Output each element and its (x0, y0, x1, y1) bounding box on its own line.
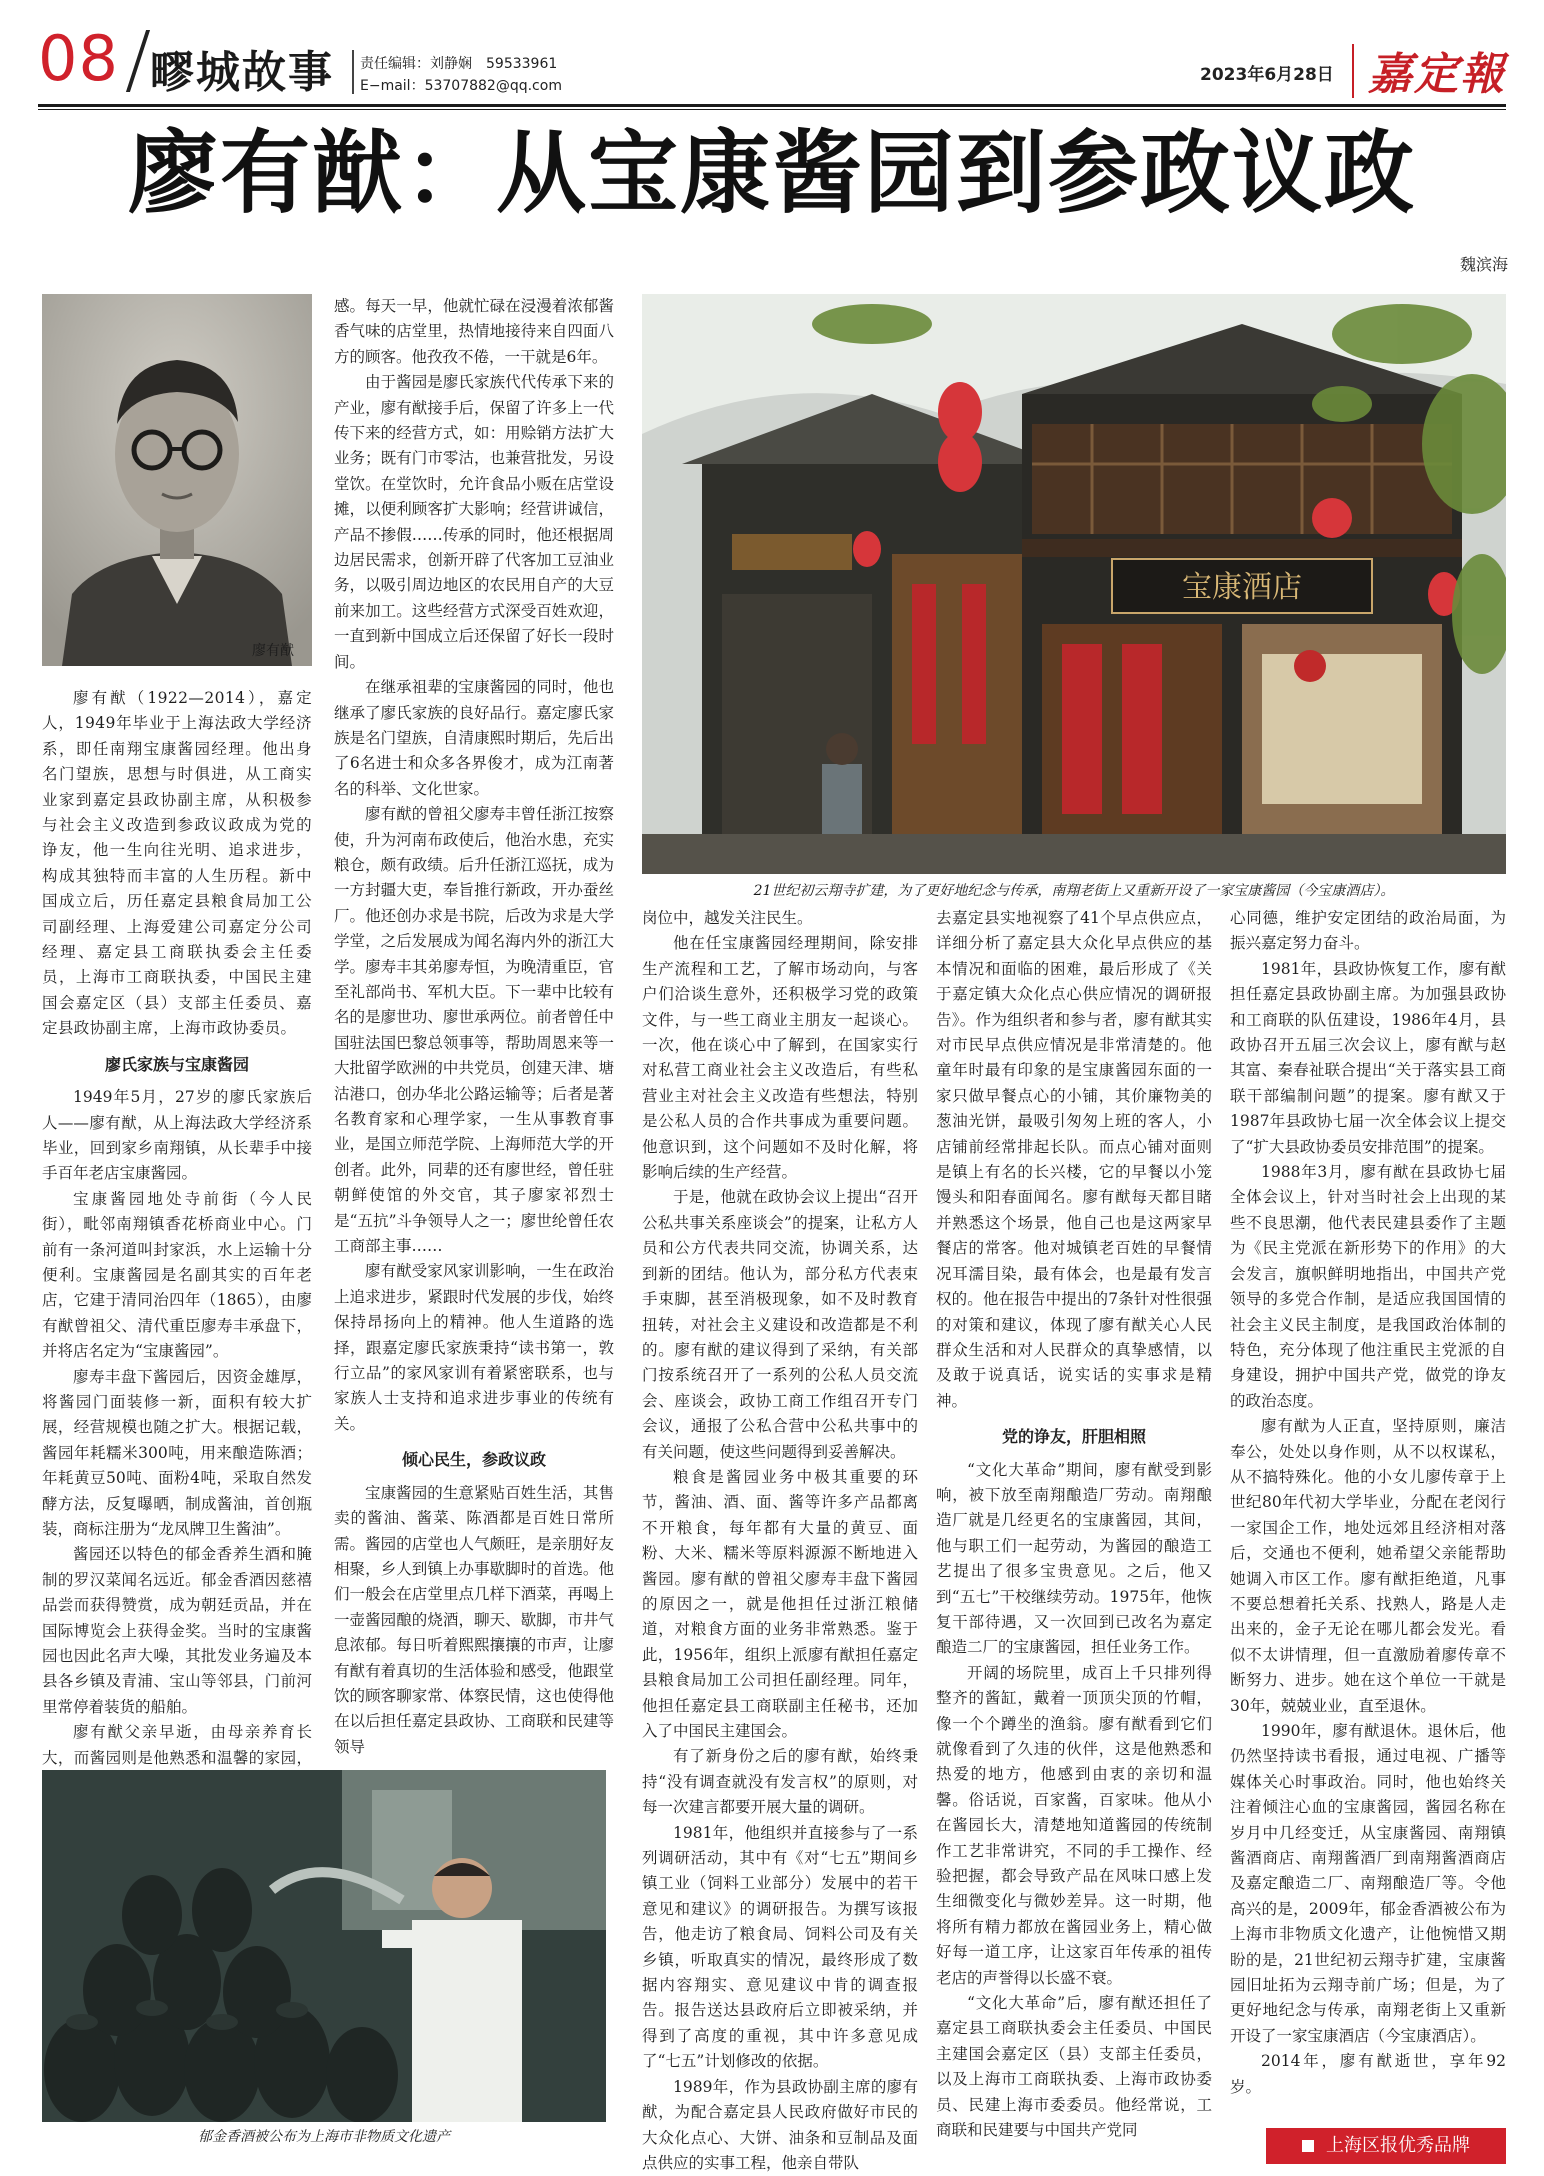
article-paragraph: 酱园还以特色的郁金香养生酒和腌制的罗汉菜闻名远近。郁金香酒因慈禧品尝而获得赞赏，成为朝廷贡品，并在国际博览会上获得金奖。当时的宝康酱园也因此名声大噪，其批发业务遍及本县各乡镇及青浦、宝山等邻县，门前河里常停着装货的船舶。 (42, 1545, 312, 1716)
column-2-body (334, 294, 614, 1760)
article-paragraph: 廖有猷的曾祖父廖寿丰曾任浙江按察使，升为河南布政使后，他治水患，充实粮仓，颇有政绩。后升任浙江巡抚，成为一方封疆大吏，奉旨推行新政，开办蚕丝厂。他还创办求是书院，后改为求是大学学堂，之后发展成为闻名海内外的浙江大学。廖寿丰其弟廖寿恒，为晚清重臣，官至礼部尚书、军机大臣。下一辈中比较有名的是廖世功、廖世承两位。前者曾任中国驻法国巴黎总领事等，帮助周恩来等一大批留学欧洲的中共党员，创建天津、塘沽港口，创办华北公路运输等；后者是著名教育家和心理学家，一生从事教育事业，是国立师范学院、上海师范大学的开创者。此外，同辈的还有廖世经，曾任驻朝鲜使馆的外交官，其子廖家祁烈士是“五抗”斗争领导人之一；廖世纶曾任农工商部主事…… (334, 805, 614, 1256)
subheading: 廖氏家族与宝康酱园 (104, 1054, 249, 1074)
article-paragraph: 有了新身份之后的廖有猷，始终秉持“没有调查就没有发言权”的原则，对每一次建言都要开展大量的调研。 (642, 1747, 918, 1817)
article-paragraph: 廖有猷为人正直，坚持原则，廉洁奉公，处处以身作则，从不以权谋私，从不搞特殊化。他的小女儿廖传章于上世纪80年代初大学毕业，分配在老闵行一家国企工作，地处远郊且经济相对落后，交通也不便利，她希望父亲能帮助她调入市区工作。廖有猷拒绝道，凡事不要总想着托关系、找熟人，路是人走出来的，金子无论在哪儿都会发光。看似不太讲情理，但一直激励着廖传章不断努力、进步。她在这个单位一干就是30年，兢兢业业，直至退休。 (1230, 1417, 1506, 1715)
portrait-caption: 廖有猷 (252, 643, 294, 659)
brand-tag-label: 上海区报优秀品牌 (1326, 2135, 1470, 2156)
article-column-3 (642, 906, 918, 2176)
column-1-body (42, 1052, 312, 1797)
shop-signboard: 宝康酒店 (1182, 570, 1302, 605)
brand-tag (1266, 2128, 1506, 2164)
subheading: 倾心民生，参政议政 (401, 1450, 546, 1470)
article-paragraph: 他在任宝康酱园经理期间，除安排生产流程和工艺，了解市场动向，与客户们洽谈生意外，还积极学习党的政策文件，与一些工商业主朋友一起谈心。一次，他在谈心中了解到，在国家实行对私营工商业社会主义改造后，有些私营业主对社会主义改造有些想法，特别是公私人员的合作共事成为重要问题。他意识到，这个问题如不及时化解，将影响后续的生产经营。 (642, 934, 918, 1182)
header-slash (126, 30, 150, 92)
article-paragraph: 感。每天一早，他就忙碌在浸漫着浓郁酱香气味的店堂里，热情地接待来自四面八方的顾客。他孜孜不倦，一干就是6年。 (334, 297, 614, 366)
section-title: 疁城故事 (150, 47, 334, 98)
storefront-caption: 21世纪初云翔寺扩建，为了更好地纪念与传承，南翔老街上又重新开设了一家宝康酱园（今宝康酒店）。 (753, 883, 1395, 899)
winery-caption: 郁金香酒被公布为上海市非物质文化遗产 (198, 2129, 450, 2145)
article-column-1 (42, 686, 312, 1796)
editor-info (360, 54, 562, 97)
article-paragraph: 岗位中，越发关注民生。 (642, 909, 813, 927)
column-3-body (642, 906, 918, 2176)
headline: 廖有猷：从宝康酱园到参政议政 (128, 120, 1416, 226)
header-divider (352, 50, 354, 94)
article-column-2 (334, 294, 614, 1760)
article-column-4 (936, 906, 1212, 2144)
article-paragraph: 宝康酱园的生意紧贴百姓生活，其售卖的酱油、酱菜、陈酒都是百姓日常所需。酱园的店堂也人气颇旺，是亲朋好友相聚，乡人到镇上办事歇脚时的首选。他们一般会在店堂里点几样下酒菜，再喝上一壶酱园酿的烧酒，聊天、歇脚，市井气息浓郁。每日听着熙熙攘攘的市声，让廖有猷有着真切的生活体验和感受，他跟堂饮的顾客聊家常、体察民情，这也使得他在以后担任嘉定县政协、工商联和民建等领导 (334, 1483, 614, 1756)
article-paragraph: 开阔的场院里，成百上千只排列得整齐的酱缸，戴着一顶顶尖顶的竹帽，像一个个蹲坐的渔翁。廖有猷看到它们就像看到了久违的伙伴，这是他熟悉和热爱的地方，他感到由衷的亲切和温馨。俗话说，百家酱，百家味。他从小在酱园长大，清楚地知道酱园的传统制作工艺非常讲究，不同的手工操作、经验把握，都会导致产品在风味口感上发生细微变化与微妙差异。这一时期，他将所有精力都放在酱园业务上，精心做好每一道工序，让这家百年传承的祖传老店的声誉得以长盛不衰。 (936, 1663, 1212, 1987)
editor-email: E−mail：53707882@qq.com (360, 77, 562, 94)
masthead-divider (1352, 44, 1354, 98)
article-paragraph: 去嘉定县实地视察了41个早点供应点，详细分析了嘉定县大众化早点供应的基本情况和面临的困难，最后形成了《关于嘉定镇大众化点心供应情况的调研报告》。作为组织者和参与者，廖有猷其实对市民早点供应情况是非常清楚的。他童年时最有印象的是宝康酱园东面的一家只做早餐点心的小铺，其价廉物美的葱油光饼，最吸引匆匆上班的客人，小店铺前经常排起长队。而点心铺对面则是镇上有名的长兴楼，它的早餐以小笼馒头和阳春面闻名。廖有猷每天都目睹并熟悉这个场景，他自己也是这两家早餐店的常客。他对城镇老百姓的早餐情况耳濡目染，最有体会，也是最有发言权的。他在报告中提出的7条针对性很强的对策和建议，体现了廖有猷关心人民群众生活和对人民群众的真挚感情，以及敢于说真话，说实话的实事求是精神。 (936, 909, 1212, 1410)
article-paragraph: 1988年3月，廖有猷在县政协七届全体会议上，针对当时社会上出现的某些不良思潮，他代表民建县委作了主题为《民主党派在新形势下的作用》的大会发言，旗帜鲜明地指出，中国共产党领导的多党合作制，是适应我国国情的社会主义民主制度，是我国政治体制的特色，充分体现了他注重民主党派的自身建设，拥护中国共产党，做党的诤友的政治态度。 (1230, 1163, 1506, 1410)
page-number: 08 (38, 22, 119, 95)
editor-line: 责任编辑：刘静娴 59533961 (360, 56, 558, 72)
winery-photo (42, 1770, 606, 2122)
intro-paragraph: 廖有猷（1922—2014），嘉定人，1949年毕业于上海法政大学经济系，即任南翔宝康酱园经理。他出身名门望族，思想与时俱进，从工商实业家到嘉定县政协副主席，从积极参与社会主义改造到参政议政成为党的诤友，他一生向往光明、追求进步，构成其独特而丰富的人生历程。新中国成立后，历任嘉定县粮食局加工公司副经理、上海爱建公司嘉定分公司经理、嘉定县工商联执委会主任委员，上海市工商联执委，中国民主建国会嘉定区（县）支部主任委员、嘉定县政协副主席，上海市政协委员。 (42, 689, 312, 1038)
portrait-illustration (42, 294, 312, 666)
article-paragraph: 由于酱园是廖氏家族代代传承下来的产业，廖有猷接手后，保留了许多上一代传下来的经营方式，如：用赊销方法扩大业务；既有门市零沽，也兼营批发，另设堂饮。在堂饮时，允许食品小贩在店堂设摊，以便利顾客扩大影响；经营讲诚信，产品不掺假……传承的同时，他还根据周边居民需求，创新开辟了代客加工豆油业务，以吸引周边地区的农民用自产的大豆前来加工。这些经营方式深受百姓欢迎，一直到新中国成立后还保留了好长一段时间。 (334, 373, 614, 671)
article-paragraph: 1990年，廖有猷退休。退休后，他仍然坚持读书看报，通过电视、广播等媒体关心时事政治。同时，他也始终关注着倾注心血的宝康酱园，酱园名称在岁月中几经变迁，从宝康酱园、南翔镇酱酒商店、南翔酱酒厂到南翔酱酒商店及嘉定酿造二厂、南翔酿造厂等。令他高兴的是，2009年，郁金香酒被公布为上海市非物质文化遗产，让他惋惜又期盼的是，21世纪初云翔寺扩建，宝康酱园旧址拓为云翔寺前广场；但是，为了更好地纪念与传承，南翔老街上又重新开设了一家宝康酒店（今宝康酒店）。 (1230, 1722, 1506, 2045)
article-paragraph: 在继承祖辈的宝康酱园的同时，他也继承了廖氏家族的良好品行。嘉定廖氏家族是名门望族，自清康熙时期后，先后出了6名进士和众多各界俊才，成为江南著名的科举、文化世家。 (334, 678, 614, 798)
article-paragraph: 粮食是酱园业务中极其重要的环节，酱油、酒、面、酱等许多产品都离不开粮食，每年都有大量的黄豆、面粉、大米、糯米等原料源源不断地进入酱园。廖有猷的曾祖父廖寿丰盘下酱园的原因之一，就是他担任过浙江粮储道，对粮食方面的业务非常熟悉。鉴于此，1956年，组织上派廖有猷担任嘉定县粮食局加工公司担任副经理。同年，他担任嘉定县工商联副主任秘书，还加入了中国民主建国会。 (642, 1467, 918, 1740)
article-paragraph: 2014年，廖有猷逝世，享年92岁。 (1230, 2052, 1506, 2096)
article-paragraph: “文化大革命”后，廖有猷还担任了嘉定县工商联执委会主任委员、中国民主建国会嘉定区（县）支部主任委员，以及上海市工商联执委、上海市政协委员、民建上海市委委员。他经常说，工商联和民建要与中国共产党同 (936, 1994, 1212, 2140)
publication-date: 2023年6月28日 (1200, 65, 1334, 85)
subheading: 党的诤友，肝胆相照 (1001, 1427, 1146, 1447)
article-paragraph: 1949年5月，27岁的廖氏家族后人——廖有猷，从上海法政大学经济系毕业，回到家乡南翔镇，从长辈手中接手百年老店宝康酱园。 (42, 1088, 312, 1183)
storefront-illustration (642, 294, 1506, 874)
winery-illustration (42, 1770, 606, 2122)
square-icon (1302, 2140, 1314, 2152)
article-paragraph: 1981年，他组织并直接参与了一系列调研活动，其中有《对“七五”期间乡镇工业（饲料工业部分）发展中的若干意见和建议》的调研报告。为撰写该报告，他走访了粮食局、饲料公司及有关乡镇，听取真实的情况，最终形成了数据内容翔实、意见建议中肯的调查报告。报告送达县政府后立即被采纳，并得到了高度的重视，其中许多意见成了“七五”计划修改的依据。 (642, 1823, 918, 2071)
storefront-photo (642, 294, 1506, 874)
article-paragraph: “文化大革命”期间，廖有猷受到影响，被下放至南翔酿造厂劳动。南翔酿造厂就是几经更名的宝康酱园，其间，他与职工们一起劳动，为酱园的酿造工艺提出了很多宝贵意见。之后，他又到“五七”干校继续劳动。1975年，他恢复干部待遇，又一次回到已改名为嘉定酿造二厂的宝康酱园，担任业务工作。 (936, 1460, 1212, 1657)
article-paragraph: 廖有猷父亲早逝，由母亲养育长大，而酱园则是他熟悉和温馨的家园， (42, 1723, 312, 1767)
article-column-5 (1230, 906, 1506, 2100)
column-5-body (1230, 906, 1506, 2100)
header-rule (38, 104, 1506, 107)
byline: 魏滨海 (1460, 255, 1509, 274)
article-paragraph: 廖有猷受家风家训影响，一生在政治上追求进步，紧跟时代发展的步伐，始终保持昂扬向上的精神。他人生道路的选择，跟嘉定廖氏家族秉持“读书第一，敦行立品”的家风家训有着紧密联系，也与家族人士支持和追求进步事业的传统有关。 (334, 1262, 614, 1433)
article-paragraph: 宝康酱园地处寺前街（今人民街），毗邻南翔镇香花桥商业中心。门前有一条河道叫封家浜，水上运输十分便利。宝康酱园是名副其实的百年老店，它建于清同治四年（1865），由廖有猷曾祖父、清代重臣廖寿丰承盘下，并将店名定为“宝康酱园”。 (42, 1189, 312, 1361)
portrait-photo (42, 294, 312, 666)
column-4-body (936, 906, 1212, 2144)
article-paragraph: 1981年，县政协恢复工作，廖有猷担任嘉定县政协副主席。为加强县政协和工商联的队伍建设，1986年4月，县政协召开五届三次会议上，廖有猷与赵其富、秦春祉联合提出“关于落实县工商联干部编制问题”的提案。廖有猷又于1987年县政协七届一次全体会议上提交了“扩大县政协委员安排范围”的提案。 (1230, 959, 1506, 1156)
header-rule-thin (38, 109, 1506, 110)
article-paragraph: 心同德，维护安定团结的政治局面，为振兴嘉定努力奋斗。 (1230, 909, 1506, 953)
article-paragraph: 1989年，作为县政协副主席的廖有猷，为配合嘉定县人民政府做好市民的大众化点心、大饼、油条和豆制品及面点供应的实事工程，他亲自带队 (642, 2077, 918, 2172)
masthead-logo: 嘉定報 (1368, 49, 1506, 100)
article-paragraph: 于是，他就在政协会议上提出“召开公私共事关系座谈会”的提案，让私方人员和公方代表共同交流，协调关系，达到新的团结。他认为，部分私方代表束手束脚，甚至消极现象，如不及时教育扭转，对社会主义建设和改造都是不利的。廖有猷的建议得到了采纳，有关部门按系统召开了一系列的公私人员交流会、座谈会，政协工商工作组召开专门会议，通报了公私合营中公私共事中的有关问题，使这些问题得到妥善解决。 (642, 1188, 918, 1461)
article-paragraph: 廖寿丰盘下酱园后，因资金雄厚，将酱园门面装修一新，面积有较大扩展，经营规模也随之扩大。根据记载，酱园年耗糯米300吨，用来酿造陈酒；年耗黄豆50吨、面粉4吨，采取自然发酵方法，反复曝晒，制成酱油，首创瓶装，商标注册为“龙凤牌卫生酱油”。 (42, 1367, 312, 1538)
